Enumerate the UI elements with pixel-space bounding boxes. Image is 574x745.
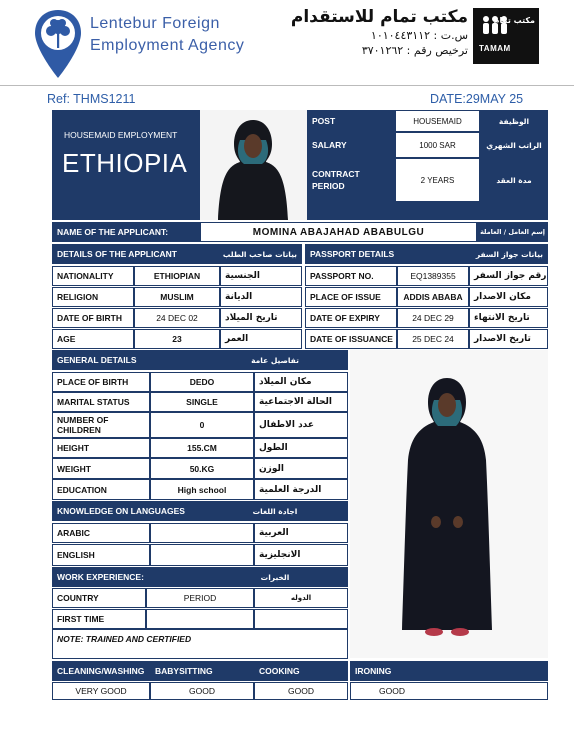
weight-value: 50.KG: [150, 458, 254, 479]
agency-name-line2: Employment Agency: [90, 37, 245, 54]
place-of-issue-label: PLACE OF ISSUE: [305, 287, 397, 307]
skill-cooking-header: COOKING: [254, 661, 348, 681]
nationality-value: ETHIOPIAN: [134, 266, 220, 286]
work-experience-header-ar: [202, 567, 348, 587]
education-label-ar: الدرجة العلمية: [254, 479, 348, 500]
title-block: [52, 110, 200, 220]
skill-cleaning-value: VERY GOOD: [52, 682, 150, 700]
tamam-logo: [473, 8, 539, 64]
post-label-ar: [480, 110, 548, 132]
skill-ironing-header: IRONING: [350, 661, 548, 681]
weight-label: WEIGHT: [52, 458, 150, 479]
post-label: POST: [307, 110, 395, 132]
date-of-expiry-label: DATE OF EXPIRY: [305, 308, 397, 328]
number-of-children-value: 0: [150, 412, 254, 438]
date-of-issuance-value: 25 DEC 24: [397, 329, 469, 349]
number-of-children-label-text: NUMBER OF CHILDREN: [57, 415, 109, 435]
applicant-name-label-ar: [477, 222, 548, 242]
contract-period-label-ar: [480, 158, 548, 202]
date-of-birth-value: 24 DEC 02: [134, 308, 220, 328]
number-of-children-label: [52, 412, 150, 438]
languages-header: KNOWLEDGE ON LANGUAGES: [52, 501, 202, 521]
number-of-children-label-ar: عدد الاطفال: [254, 412, 348, 438]
applicant-photo-full: [350, 350, 548, 658]
age-label-ar: العمر: [220, 329, 302, 349]
arabic-language-label-ar: العربية: [254, 523, 348, 543]
document-date: DATE:29MAY 25: [430, 92, 524, 106]
date-of-birth-label: DATE OF BIRTH: [52, 308, 134, 328]
contract-period-label-text: CONTRACT PERIOD: [312, 169, 360, 191]
place-of-birth-label: PLACE OF BIRTH: [52, 372, 150, 392]
title-block-label: HOUSEMAID EMPLOYMENT: [64, 130, 178, 140]
date-of-issuance-label: DATE OF ISSUANCE: [305, 329, 397, 349]
place-of-issue-label-ar: مكان الاصدار: [469, 287, 548, 307]
arabic-language-value: [150, 523, 254, 543]
age-value: 23: [134, 329, 220, 349]
first-time-label: FIRST TIME: [52, 609, 146, 629]
place-of-birth-value: DEDO: [150, 372, 254, 392]
education-label: EDUCATION: [52, 479, 150, 500]
languages-header-ar-text: اجادة اللغات: [252, 506, 298, 516]
religion-value: MUSLIM: [134, 287, 220, 307]
skill-babysitting-header: BABYSITTING: [150, 661, 254, 681]
passport-number-label: PASSPORT NO.: [305, 266, 397, 286]
place-of-birth-label-ar: مكان الميلاد: [254, 372, 348, 392]
training-note-text: NOTE: TRAINED AND CERTIFIED: [57, 634, 192, 644]
weight-label-ar: الوزن: [254, 458, 348, 479]
passport-header-label: PASSPORT DETAILS: [310, 249, 395, 259]
header-divider: [0, 85, 574, 86]
height-value: 155.CM: [150, 438, 254, 458]
contract-period-value: 2 YEARS: [395, 158, 480, 202]
first-time-country: [254, 609, 348, 629]
education-value: High school: [150, 479, 254, 500]
details-header: [52, 244, 302, 264]
languages-header-ar: [202, 501, 348, 521]
passport-header: [305, 244, 548, 264]
place-of-issue-value: ADDIS ABABA: [397, 287, 469, 307]
details-header-ar: بيانات صاحب الطلب: [222, 249, 297, 259]
date-of-expiry-label-ar: تاريخ الانتهاء: [469, 308, 548, 328]
post-label-ar-text: الوظيفة: [498, 116, 530, 126]
training-note: [52, 629, 348, 659]
height-label: HEIGHT: [52, 438, 150, 458]
country-label-ar: الدوله: [254, 588, 348, 608]
title-block-country: ETHIOPIA: [62, 148, 188, 178]
age-label: AGE: [52, 329, 134, 349]
post-value: HOUSEMAID: [395, 110, 480, 132]
skill-ironing-value-text: GOOD: [379, 686, 405, 696]
country-label: COUNTRY: [52, 588, 146, 608]
agency-name-line1: Lentebur Foreign: [90, 15, 220, 32]
applicant-name: MOMINA ABAJAHAD ABABULGU: [200, 222, 477, 242]
arabic-language-label: ARABIC: [52, 523, 150, 543]
tamam-logo-brand: TAMAM: [479, 44, 511, 53]
nationality-label: NATIONALITY: [52, 266, 134, 286]
job-block-filler: [307, 202, 548, 220]
contract-period-label-ar-text: مدة العقد: [496, 175, 532, 185]
nationality-label-ar: الجنسية: [220, 266, 302, 286]
skill-babysitting-value: GOOD: [150, 682, 254, 700]
marital-status-label: MARITAL STATUS: [52, 392, 150, 412]
agency-logo: [33, 8, 83, 80]
applicant-name-label-ar-text: إسم العامل / العاملة: [480, 228, 545, 236]
passport-number-value: EQ1389355: [397, 266, 469, 286]
general-details-header-ar: [202, 350, 348, 370]
date-of-issuance-label-ar: تاريخ الاصدار: [469, 329, 548, 349]
salary-value: 1000 SAR: [395, 132, 480, 158]
skill-ironing-value: [350, 682, 548, 700]
general-details-header: GENERAL DETAILS: [52, 350, 202, 370]
salary-label: SALARY: [307, 132, 395, 158]
first-time-period: [146, 609, 254, 629]
applicant-name-label: NAME OF THE APPLICANT:: [52, 222, 200, 242]
english-language-label-ar: الانجليزية: [254, 544, 348, 566]
office-cr-number: س.ت : ١٠١٠٤٤٣١١٢: [370, 29, 468, 42]
passport-header-ar: بيانات جواز السفر: [475, 249, 543, 259]
contract-period-label: [307, 158, 395, 202]
period-label: PERIOD: [146, 588, 254, 608]
reference-number: Ref: THMS1211: [47, 92, 136, 106]
work-experience-header: WORK EXPERIENCE:: [52, 567, 202, 587]
applicant-photo-small: [200, 110, 307, 220]
details-header-label: DETAILS OF THE APPLICANT: [57, 249, 177, 259]
skill-cooking-value: GOOD: [254, 682, 348, 700]
english-language-label: ENGLISH: [52, 544, 150, 566]
religion-label: RELIGION: [52, 287, 134, 307]
marital-status-value: SINGLE: [150, 392, 254, 412]
passport-number-label-ar: رقم جواز السفر: [469, 266, 548, 286]
work-experience-header-ar-text: الخبرات: [260, 572, 290, 582]
religion-label-ar: الديانة: [220, 287, 302, 307]
date-of-expiry-value: 24 DEC 29: [397, 308, 469, 328]
skill-cleaning-header: CLEANING/WASHING: [52, 661, 150, 681]
office-license-number: ترخيص رقم : ٣٧٠١٢٦٢: [361, 44, 468, 57]
tamam-logo-arabic: مكتب تمام: [493, 16, 535, 25]
date-of-birth-label-ar: تاريخ الميلاد: [220, 308, 302, 328]
salary-label-ar-text: الراتب الشهري: [486, 140, 542, 150]
height-label-ar: الطول: [254, 438, 348, 458]
office-arabic-name: مكتب تمام للاستقدام: [290, 7, 468, 27]
english-language-value: [150, 544, 254, 566]
general-details-header-ar-text: تفاصيل عامة: [251, 355, 299, 365]
marital-status-label-ar: الحالة الاجتماعية: [254, 392, 348, 412]
salary-label-ar: [480, 132, 548, 158]
